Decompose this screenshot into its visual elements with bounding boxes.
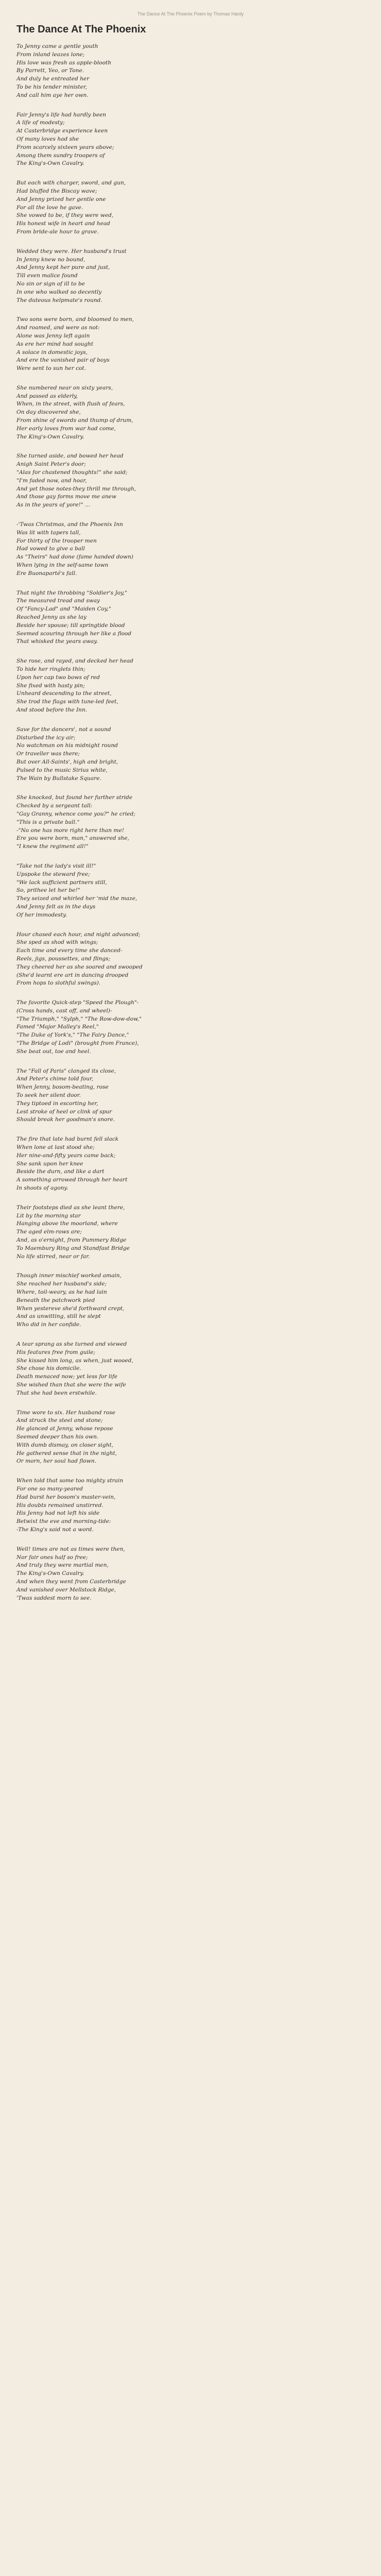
poem-line: Or morn, her soul had flown. bbox=[16, 1458, 97, 1465]
poem-line: From inland leazes lone; bbox=[16, 51, 85, 58]
poem-line: "The Bridge of Lodi" (brought from France), bbox=[16, 1040, 139, 1047]
poem-line: And vanished over Mellstock Ridge, bbox=[16, 1586, 116, 1593]
poem-line: And duly he entreated her bbox=[16, 76, 90, 82]
stanza bbox=[16, 726, 365, 783]
poem-line: From scarcely sixteen years above; bbox=[16, 144, 114, 150]
poem-line: To Maembury Ring and Standfast Bridge bbox=[16, 1245, 130, 1251]
poem-line: Wedded they were. Her husband's trust bbox=[16, 248, 127, 255]
poem-line: That night the throbbing "Soldier's Joy," bbox=[16, 589, 127, 596]
poem-line: She wished than that she were the wife bbox=[16, 1381, 126, 1388]
poem-line: She fixed with hasty pin; bbox=[16, 682, 85, 689]
poem-line: Of her immodesty. bbox=[16, 911, 67, 918]
poem-line: To hide her ringlets thin; bbox=[16, 666, 85, 672]
poem-line: Lest stroke of heel or clink of spur bbox=[16, 1108, 112, 1115]
poem-line: His doubts remained unstirred. bbox=[16, 1502, 103, 1509]
poem-line: Two sons were born, and bloomed to men, bbox=[16, 316, 134, 323]
poem-line: Alone was Jenny left again bbox=[16, 332, 90, 339]
poem-line: Beside her spouse; till springtide blood bbox=[16, 622, 125, 629]
poem-line: Had burst her bosom's master-vein, bbox=[16, 1494, 116, 1500]
poem-line: Hour chased each hour, and night advanced; bbox=[16, 931, 141, 938]
poem-line: And roamed, and were as not: bbox=[16, 325, 100, 331]
poem-line: Of many loves had she bbox=[16, 135, 79, 142]
poem-line: She sped as shod with wings; bbox=[16, 939, 98, 946]
poem-line: Though inner mischief worked amain, bbox=[16, 1273, 122, 1279]
poem-line: Anigh Saint Peter's door; bbox=[16, 461, 86, 468]
poem-line: And Peter's chime told four, bbox=[16, 1076, 94, 1082]
poem-line: And stood before the Inn. bbox=[16, 706, 88, 713]
poem-line: "I'm faded now, and hoar, bbox=[16, 477, 87, 484]
poem-line: For all the love he gave. bbox=[16, 204, 83, 211]
poem-line: "Take not the lady's visit ill!" bbox=[16, 862, 96, 869]
poem-line: For thirty of the trooper men bbox=[16, 537, 97, 544]
poem-line: No sin or sign of ill to be bbox=[16, 280, 85, 287]
poem-line: Upspoke the steward free; bbox=[16, 871, 90, 877]
poem-line: Of "Fancy-Lad" and "Maiden Coy," bbox=[16, 606, 111, 613]
poem-line: A solace in domestic joys, bbox=[16, 349, 88, 355]
poem-line: Seemed scouring through her like a flood bbox=[16, 630, 132, 637]
poem-line: The Wain by Bullstake Square. bbox=[16, 775, 101, 782]
poem-line: Till even malice found bbox=[16, 273, 78, 279]
stanza bbox=[16, 1409, 365, 1466]
poem-line: For one so many-yeared bbox=[16, 1485, 83, 1492]
stanza bbox=[16, 1341, 365, 1398]
stanza bbox=[16, 316, 365, 373]
poem-line: When Jenny, bosom-beating, rose bbox=[16, 1084, 109, 1091]
poem-line: And struck the steel and stone; bbox=[16, 1417, 103, 1424]
poem-line: When told that some too mighty strain bbox=[16, 1478, 124, 1484]
poem-line: Ere you were born, man," answered she, bbox=[16, 835, 129, 842]
poem-line: "Gay Granny, whence come you?" he cried; bbox=[16, 810, 135, 817]
stanza bbox=[16, 43, 365, 100]
poem-line: Who did in her confide. bbox=[16, 1321, 81, 1328]
poem-line: That she had been erstwhile. bbox=[16, 1389, 97, 1396]
poem-line: Famed "Major Malley's Reel," bbox=[16, 1024, 99, 1030]
stanza bbox=[16, 1546, 365, 1603]
stanza bbox=[16, 999, 365, 1056]
stanza bbox=[16, 794, 365, 851]
poem-line: She beat out, toe and heel. bbox=[16, 1048, 91, 1055]
poem-line: Beside the durn, and like a dart bbox=[16, 1168, 105, 1175]
poem-line: He gathered sense that in the night, bbox=[16, 1450, 117, 1456]
poem-line: -The King's said not a word. bbox=[16, 1526, 94, 1533]
poem-line: A something arrowed through her heart bbox=[16, 1177, 128, 1183]
poem-line: As in the years of yore!" ... bbox=[16, 502, 91, 509]
poem-line: And yet those notes-they thrill me through, bbox=[16, 485, 136, 492]
stanza bbox=[16, 1477, 365, 1534]
poem-line: Or traveller was there; bbox=[16, 751, 80, 757]
poem-line: His Jenny had not left his side bbox=[16, 1510, 100, 1517]
poem-line: Disturbed the icy air; bbox=[16, 734, 76, 741]
poem-line: And when they went from Casterbridge bbox=[16, 1578, 126, 1585]
stanza bbox=[16, 1136, 365, 1193]
poem-line: And call him aye her own. bbox=[16, 92, 89, 98]
poem-line: The measured tread and sway bbox=[16, 598, 100, 604]
poem-line: So, prithee let her be!" bbox=[16, 887, 80, 894]
poem-line: She trod the flags with tune-led feet, bbox=[16, 699, 118, 705]
poem-line: 'Twas saddest morn to see. bbox=[16, 1595, 92, 1601]
poem-line: From bride-ale hour to grave. bbox=[16, 228, 99, 235]
poem-line: "I knew the regiment all!" bbox=[16, 843, 89, 850]
poem-line: And those gay forms move me anew bbox=[16, 494, 117, 500]
poem-line: Seemed deeper than his own. bbox=[16, 1433, 99, 1440]
poem-line: The duteous helpmate's round. bbox=[16, 297, 102, 303]
poem-line: Well! times are not as times were then, bbox=[16, 1546, 125, 1552]
stanza bbox=[16, 657, 365, 715]
poem-line: But over All-Saints', high and bright, bbox=[16, 758, 118, 765]
poem-line: No life stirred, near or far. bbox=[16, 1253, 90, 1260]
poem-line: The fire that late had burnt fell slack bbox=[16, 1136, 119, 1143]
stanza bbox=[16, 1067, 365, 1125]
poem-line: Lit by the morning star bbox=[16, 1212, 81, 1219]
page-caption: The Dance At The Phoenix Poem by Thomas Hardy bbox=[137, 11, 244, 16]
stanza bbox=[16, 111, 365, 168]
poem-line: And as unwitting, still he slept bbox=[16, 1313, 101, 1320]
stanza bbox=[16, 521, 365, 578]
stanza bbox=[16, 1272, 365, 1329]
poem-line: Unheard descending to the street, bbox=[16, 690, 112, 697]
poem-line: And ere the vanished pair of boys bbox=[16, 357, 110, 364]
poem-line: Fair Jenny's life had hardly been bbox=[16, 111, 107, 118]
poem-line: She reached her husband's side; bbox=[16, 1281, 107, 1287]
poem-line: Pulsed to the music Sirius white, bbox=[16, 767, 108, 773]
poem-line: She kissed him long, as when, just wooed, bbox=[16, 1357, 133, 1364]
poem-line: They seized and whirled her 'mid the maze, bbox=[16, 895, 137, 902]
poem-line: Her early loves from war had come, bbox=[16, 425, 116, 432]
poem-line: Each time and every time she danced- bbox=[16, 947, 123, 954]
poem-line: She rose, and rayed, and decked her head bbox=[16, 658, 133, 665]
poem-line: And Jenny kept her pure and just, bbox=[16, 264, 110, 271]
poem-line: The King's-Own Cavalry. bbox=[16, 160, 84, 167]
poem-line: (Cross hands, cast off, and wheel)- bbox=[16, 1007, 112, 1014]
poem-line: Were sent to sun her cot. bbox=[16, 365, 86, 372]
poem-line: (She'd learnt ere art in dancing drooped bbox=[16, 972, 129, 978]
poem-line: To be his tender minister, bbox=[16, 83, 88, 90]
stanza bbox=[16, 589, 365, 647]
poem-line: "We lack sufficient partners still, bbox=[16, 879, 107, 886]
poem-line: "The Duke of York's," "The Fairy Dance," bbox=[16, 1032, 129, 1039]
poem-line: "Alas for chastened thoughts!" she said; bbox=[16, 469, 128, 476]
poem-line: They cheered her as she soared and swooped bbox=[16, 963, 143, 970]
poem-line: And truly they were martial men, bbox=[16, 1562, 109, 1569]
poem-line: The "Fall of Paris" clanged its close, bbox=[16, 1067, 116, 1074]
poem-line: But each with charger, sword, and gun, bbox=[16, 180, 126, 187]
poem-line: Time wore to six. Her husband rose bbox=[16, 1409, 116, 1416]
poem-body bbox=[16, 43, 365, 1602]
poem-line: A life of modesty; bbox=[16, 120, 65, 126]
poem-line: With dumb dismay, on closer sight, bbox=[16, 1442, 114, 1448]
poem-line: Save for the dancers', not a sound bbox=[16, 726, 111, 733]
poem-line: She sank upon her knee bbox=[16, 1160, 83, 1167]
poem-line: Ere Buonaparté's fall. bbox=[16, 570, 77, 577]
poem-line: She turned aside, and bowed her head bbox=[16, 453, 124, 460]
poem-line: The favorite Quick-step "Speed the Plough"- bbox=[16, 999, 139, 1006]
poem-line: And Jenny prized her gentle one bbox=[16, 196, 106, 202]
poem-line: Beneath the patchwork pied bbox=[16, 1297, 95, 1303]
stanza bbox=[16, 931, 365, 988]
stanza bbox=[16, 384, 365, 442]
poem-line: From shine of swords and thump of drum, bbox=[16, 417, 133, 424]
poem-line: Reached Jenny as she lay bbox=[16, 614, 86, 621]
poem-line: In one who walked so decently bbox=[16, 289, 102, 295]
poem-line: She vowed to be, if they were wed, bbox=[16, 212, 114, 219]
poem-line: She chose his domicile. bbox=[16, 1365, 81, 1372]
poem-line: When lying in the self-same town bbox=[16, 562, 109, 569]
poem-line: Had vowed to give a ball bbox=[16, 546, 85, 552]
poem-line: When, in the street, with flush of fears, bbox=[16, 401, 125, 408]
poem-line: On day discovered she, bbox=[16, 409, 81, 416]
poem-line: Had bluffed the Biscay wave; bbox=[16, 188, 97, 194]
stanza bbox=[16, 1204, 365, 1261]
poem-line: The King's-Own Cavalry. bbox=[16, 433, 84, 440]
poem-line: -'Twas Christmas, and the Phoenix Inn bbox=[16, 521, 123, 528]
poem-line: Upon her cap two bows of red bbox=[16, 674, 100, 681]
poem-line: Her nine-and-fifty years came back; bbox=[16, 1152, 116, 1159]
poem-line: He glanced at Jenny, whose repose bbox=[16, 1426, 113, 1432]
poem-line: At Casterbridge experience keen bbox=[16, 128, 108, 134]
poem-line: Checked by a sergeant tall: bbox=[16, 803, 93, 809]
poem-line: "The Triumph," "Sylph," "The Row-dow-dow," bbox=[16, 1015, 142, 1022]
poem-line: Should break her goodman's snore. bbox=[16, 1116, 115, 1123]
poem-title: The Dance At The Phoenix bbox=[16, 24, 146, 35]
poem-line: By Parrett, Yeo, or Tone. bbox=[16, 67, 84, 74]
poem-line: The aged elm-rows are; bbox=[16, 1229, 82, 1235]
poem-line: His features free from guile; bbox=[16, 1349, 96, 1355]
poem-line: To seek her silent door. bbox=[16, 1092, 81, 1099]
poem-line: And Jenny felt as in the days bbox=[16, 903, 96, 910]
poem-line: And passed as elderly, bbox=[16, 393, 78, 399]
poem-line: His honest wife in heart and head bbox=[16, 221, 110, 227]
poem-line: When lone at last stood she; bbox=[16, 1144, 95, 1151]
poem-line: That whisked the years away. bbox=[16, 638, 98, 645]
poem-line: As "Theirs" had done (fame handed down) bbox=[16, 554, 133, 561]
poem-line: No watchman on his midnight round bbox=[16, 742, 118, 749]
poem-line: Among them sundry troopers of bbox=[16, 152, 105, 159]
stanza bbox=[16, 452, 365, 510]
poem-line: His love was fresh as apple-blooth bbox=[16, 59, 112, 66]
poem-line: She knocked, but found her further stride bbox=[16, 794, 133, 801]
poem-line: Betwixt the eve and morning-tide: bbox=[16, 1518, 111, 1525]
poem-line: Death menaced now; yet less for life bbox=[16, 1374, 118, 1380]
poem-line: In Jenny knew no bound, bbox=[16, 256, 85, 263]
poem-line: In shoots of agony. bbox=[16, 1185, 68, 1192]
stanza bbox=[16, 862, 365, 920]
poem-line: Where, toil-weary, as he had lain bbox=[16, 1289, 107, 1295]
poem-line: They tiptoed in escorting her, bbox=[16, 1100, 98, 1107]
poem-line: Their footsteps died as she leant there, bbox=[16, 1204, 125, 1211]
poem-line: Hanging above the moorland, where bbox=[16, 1221, 118, 1227]
poem-line: The King's-Own Cavalry. bbox=[16, 1570, 84, 1577]
poem-line: -"No one has more right here than me! bbox=[16, 827, 125, 834]
stanza bbox=[16, 179, 365, 236]
poem-line: When yestereve she'd forthward crept, bbox=[16, 1305, 125, 1312]
poem-line: To Jenny came a gentle youth bbox=[16, 43, 98, 49]
poem-line: "This is a private ball." bbox=[16, 819, 80, 825]
poem-line: Reels, jigs, poussettes, and flings; bbox=[16, 955, 111, 962]
poem-line: Was lit with tapers tall, bbox=[16, 529, 81, 536]
poem-line: From hops to slothful swings). bbox=[16, 980, 101, 987]
poem-line: She numbered near on sixty years, bbox=[16, 384, 113, 391]
poem-line: A tear sprang as she turned and viewed bbox=[16, 1341, 127, 1347]
stanza bbox=[16, 248, 365, 305]
poem-line: Nor fair ones half so free; bbox=[16, 1554, 88, 1561]
poem-line: As ere her mind had sought bbox=[16, 341, 94, 347]
poem-line: And, as o'ernight, from Pummery Ridge bbox=[16, 1237, 127, 1244]
